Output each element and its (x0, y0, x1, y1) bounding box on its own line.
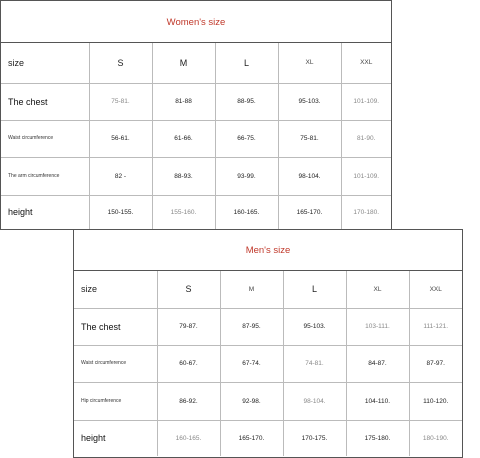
womens-size-title: Women's size (1, 1, 391, 43)
table-cell: 175-180. (346, 420, 409, 456)
header-xxl: XXL (341, 43, 391, 83)
table-cell: 66-75. (215, 120, 278, 157)
womens-size-table (1, 43, 391, 229)
table-cell: 74-81. (283, 345, 346, 382)
header-xl: XL (346, 271, 409, 308)
table-row (1, 195, 391, 229)
table-cell: 75-81. (278, 120, 341, 157)
header-size: size (1, 43, 89, 83)
table-cell: 81-88 (152, 83, 215, 120)
row-label-hip: Hip circumference (74, 382, 157, 420)
table-row (74, 308, 462, 345)
mens-size-chart (73, 229, 463, 458)
row-label-waist: Waist circumference (74, 345, 157, 382)
row-label-chest: The chest (74, 308, 157, 345)
table-cell: 170-180. (353, 208, 380, 216)
table-cell: 60-67. (157, 345, 220, 382)
table-cell: 150-155. (89, 195, 152, 229)
table-cell: 160-165. (157, 420, 220, 456)
table-row (74, 345, 462, 382)
table-row (1, 120, 391, 157)
mens-size-title: Men's size (74, 230, 462, 271)
row-label-waist: Waist circumference (1, 120, 89, 157)
row-label-height: height (1, 195, 89, 229)
table-row (74, 420, 462, 456)
table-cell: 98-104. (278, 157, 341, 195)
table-cell: 81-90. (341, 120, 391, 157)
table-cell: 87-95. (220, 308, 283, 345)
header-m: M (152, 43, 215, 83)
table-cell: 84-87. (346, 345, 409, 382)
header-s: S (89, 43, 152, 83)
table-row (1, 83, 391, 120)
table-cell: 88-93. (152, 157, 215, 195)
header-size: size (74, 271, 157, 308)
table-cell: 95-103. (278, 83, 341, 120)
table-header-row (74, 271, 462, 308)
header-m: M (220, 271, 283, 308)
table-cell: 88-95. (215, 83, 278, 120)
table-cell: 170-175. (283, 420, 346, 456)
header-xl: XL (278, 43, 341, 83)
table-cell: 165-170. (278, 195, 341, 229)
table-cell: 87-97. (409, 345, 462, 382)
row-label-chest: The chest (1, 83, 89, 120)
table-cell: 155-160. (152, 195, 215, 229)
table-cell: 93-99. (215, 157, 278, 195)
row-label-height: height (74, 420, 157, 456)
table-cell: 92-98. (220, 382, 283, 420)
table-row (1, 157, 391, 195)
header-l: L (283, 271, 346, 308)
table-cell: 104-110. (346, 382, 409, 420)
table-cell: 101-109. (341, 83, 391, 120)
table-cell: 75-81. (89, 83, 152, 120)
table-header-row (1, 43, 391, 83)
table-cell: 110-120. (409, 382, 462, 420)
header-s: S (157, 271, 220, 308)
row-label-arm: The arm circumference (1, 157, 89, 195)
table-cell: 98-104. (283, 382, 346, 420)
table-cell: 101-109. (341, 157, 391, 195)
table-cell: 82 - (89, 157, 152, 195)
table-cell: 111-121. (409, 308, 462, 345)
table-row (74, 382, 462, 420)
table-cell: 67-74. (220, 345, 283, 382)
table-cell: 61-66. (152, 120, 215, 157)
header-xxl: XXL (409, 271, 462, 308)
table-cell: 103-111. (346, 308, 409, 345)
table-cell: 79-87. (157, 308, 220, 345)
table-cell: 56-61. (89, 120, 152, 157)
table-cell: 95-103. (283, 308, 346, 345)
header-l: L (215, 43, 278, 83)
table-cell: 160-165. (215, 195, 278, 229)
table-cell: 86-92. (157, 382, 220, 420)
table-cell: 165-170. (220, 420, 283, 456)
table-cell: 180-190. (422, 434, 449, 442)
womens-size-chart (0, 0, 392, 230)
mens-size-table (74, 271, 462, 456)
